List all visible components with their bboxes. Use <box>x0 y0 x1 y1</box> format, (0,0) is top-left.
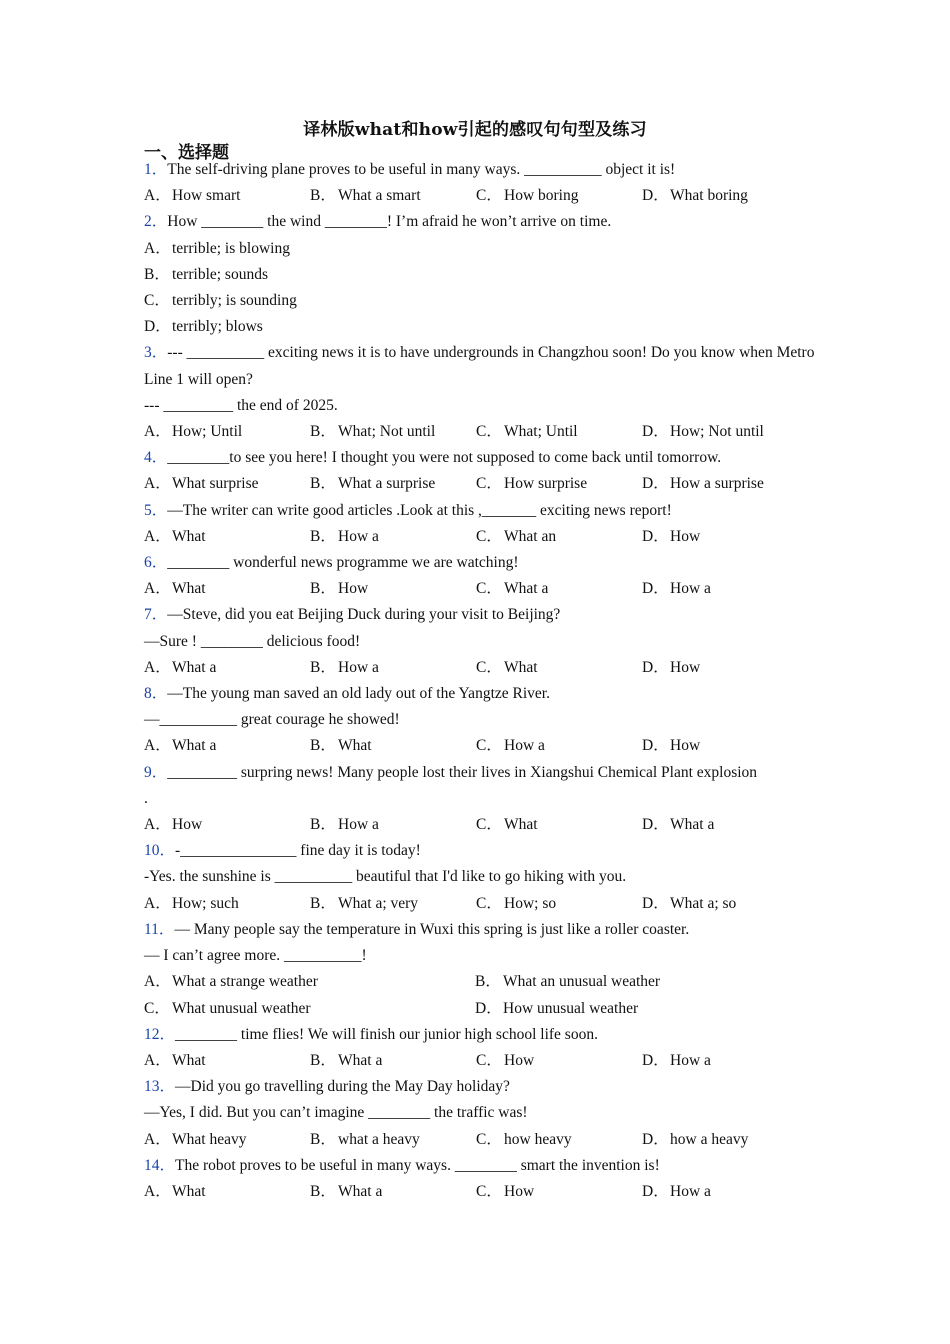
option-letter: B． <box>310 423 336 441</box>
option-text: How <box>504 1051 535 1069</box>
question-text: --- _________ the end of 2025. <box>144 396 338 414</box>
question-stem <box>144 1022 824 1048</box>
answer-option[interactable] <box>144 576 310 602</box>
option-text: How unusual weather <box>503 999 639 1017</box>
question-stem <box>144 550 824 576</box>
option-text: What; Until <box>504 423 578 441</box>
question-stem <box>144 445 824 471</box>
question-item <box>144 340 824 445</box>
question-stem-continuation <box>144 864 824 890</box>
answer-option[interactable] <box>310 471 476 497</box>
question-text: -Yes. the sunshine is __________ beautiful that I'd like to go hiking with you. <box>144 868 627 886</box>
answer-option[interactable] <box>310 1048 476 1074</box>
options-row <box>144 576 824 602</box>
option-letter: A． <box>144 423 171 441</box>
option-letter: A． <box>144 580 171 598</box>
option-letter: A． <box>144 1182 171 1200</box>
option-text: How <box>670 737 701 755</box>
question-item <box>144 681 824 760</box>
question-text: ________ time flies! We will finish our junior high school life soon. <box>175 1025 598 1043</box>
question-item <box>144 602 824 681</box>
question-stem-continuation <box>144 393 824 419</box>
answer-option[interactable] <box>144 969 475 995</box>
question-number: 14． <box>144 1156 176 1174</box>
option-letter: B． <box>310 816 336 834</box>
option-letter: C． <box>476 423 502 441</box>
option-text: What a; very <box>338 894 419 912</box>
option-text: How <box>670 658 701 676</box>
question-text: . <box>144 789 148 807</box>
options-row <box>144 733 824 759</box>
option-letter: A． <box>144 475 171 493</box>
options-row <box>144 236 824 262</box>
option-letter: C． <box>476 658 502 676</box>
question-number: 4． <box>144 449 168 467</box>
question-stem <box>144 917 824 943</box>
option-text: What a <box>338 1182 383 1200</box>
option-letter: A． <box>144 816 171 834</box>
options-row <box>144 262 824 288</box>
answer-option[interactable] <box>642 524 808 550</box>
question-stem <box>144 838 824 864</box>
option-letter: A． <box>144 658 171 676</box>
question-item <box>144 760 824 839</box>
question-item <box>144 1074 824 1153</box>
answer-option[interactable] <box>144 314 824 340</box>
question-stem-continuation <box>144 943 824 969</box>
option-text: How; Not until <box>670 423 764 441</box>
option-letter: B． <box>310 580 336 598</box>
question-text: _________ surpring news! Many people lost their lives in Xiangshui Chemical Plant explosion <box>167 763 758 781</box>
option-text: How; such <box>172 894 239 912</box>
options-row <box>144 812 824 838</box>
option-text: What an unusual weather <box>503 973 661 991</box>
answer-option[interactable] <box>144 236 824 262</box>
options-row <box>144 996 824 1022</box>
question-stem <box>144 1153 824 1179</box>
option-letter: B． <box>310 658 336 676</box>
question-number: 7． <box>144 606 168 624</box>
option-letter: D． <box>642 423 669 441</box>
option-letter: A． <box>144 1130 171 1148</box>
options-row <box>144 419 824 445</box>
option-letter: D． <box>642 816 669 834</box>
options-row <box>144 471 824 497</box>
option-letter: D． <box>642 737 669 755</box>
answer-option[interactable] <box>642 419 808 445</box>
option-letter: D． <box>642 475 669 493</box>
answer-option[interactable] <box>144 812 310 838</box>
question-text: —Yes, I did. But you can’t imagine ________ the traffic was! <box>144 1104 528 1122</box>
question-stem-continuation <box>144 629 824 655</box>
option-letter: B． <box>475 973 501 991</box>
question-text: —Did you go travelling during the May Day holiday? <box>175 1078 510 1096</box>
answer-option[interactable] <box>144 1179 310 1205</box>
answer-option[interactable] <box>144 996 475 1022</box>
answer-option[interactable] <box>144 419 310 445</box>
question-item <box>144 498 824 550</box>
worksheet-title: 译林版what和how引起的感叹句句型及练习 <box>303 120 647 140</box>
option-text: What <box>504 658 538 676</box>
options-row <box>144 969 824 995</box>
option-text: How a <box>670 580 711 598</box>
option-letter: C． <box>476 580 502 598</box>
option-letter: B． <box>310 737 336 755</box>
option-letter: A． <box>144 737 171 755</box>
answer-option[interactable] <box>476 1179 642 1205</box>
answer-option[interactable] <box>642 1127 808 1153</box>
answer-option[interactable] <box>476 524 642 550</box>
answer-option[interactable] <box>310 812 476 838</box>
options-row <box>144 1048 824 1074</box>
option-text: What <box>172 1051 206 1069</box>
option-text: How a surprise <box>670 475 764 493</box>
option-letter: D． <box>642 187 669 205</box>
answer-option[interactable] <box>476 1048 642 1074</box>
options-row <box>144 1127 824 1153</box>
option-text: What boring <box>670 187 748 205</box>
options-row <box>144 314 824 340</box>
question-stem-continuation <box>144 707 824 733</box>
option-letter: B． <box>310 527 336 545</box>
option-text: What <box>172 1182 206 1200</box>
answer-option[interactable] <box>310 733 476 759</box>
question-number: 5． <box>144 501 168 519</box>
options-row <box>144 891 824 917</box>
answer-option[interactable] <box>310 419 476 445</box>
question-number: 11． <box>144 920 175 938</box>
option-text: What a <box>670 816 715 834</box>
option-text: What a <box>172 737 217 755</box>
option-letter: A． <box>144 1051 171 1069</box>
question-number: 3． <box>144 344 168 362</box>
option-letter: D． <box>642 527 669 545</box>
option-text: How a <box>504 737 545 755</box>
answer-option[interactable] <box>144 1048 310 1074</box>
option-text: What <box>172 527 206 545</box>
question-text: —__________ great courage he showed! <box>144 711 400 729</box>
answer-option[interactable] <box>642 891 808 917</box>
options-row <box>144 1179 824 1205</box>
option-text: What heavy <box>172 1130 247 1148</box>
question-stem-continuation <box>144 1100 824 1126</box>
option-letter: D． <box>642 1182 669 1200</box>
question-text: —The writer can write good articles .Look at this ,_______ exciting news report! <box>167 501 672 519</box>
section-heading: 一、选择题 <box>144 143 229 163</box>
option-text: How a <box>338 527 379 545</box>
answer-option[interactable] <box>642 576 808 602</box>
answer-option[interactable] <box>642 471 808 497</box>
option-text: How <box>338 580 369 598</box>
options-row <box>144 288 824 314</box>
question-number: 13． <box>144 1078 176 1096</box>
option-letter: B． <box>310 187 336 205</box>
option-text: What <box>338 737 372 755</box>
option-text: terribly; is sounding <box>172 292 297 310</box>
answer-option[interactable] <box>642 733 808 759</box>
answer-option[interactable] <box>310 524 476 550</box>
answer-option[interactable] <box>144 733 310 759</box>
option-text: How a <box>338 658 379 676</box>
option-text: How a <box>670 1051 711 1069</box>
question-stem <box>144 760 824 786</box>
answer-option[interactable] <box>144 183 310 209</box>
option-text: How surprise <box>504 475 588 493</box>
option-text: How smart <box>172 187 241 205</box>
question-text: The robot proves to be useful in many ways. ________ smart the invention is! <box>175 1156 660 1174</box>
option-text: What; Not until <box>338 423 436 441</box>
answer-option[interactable] <box>476 812 642 838</box>
option-letter: D． <box>144 318 171 336</box>
question-item <box>144 550 824 602</box>
question-number: 12． <box>144 1025 176 1043</box>
question-item <box>144 209 824 340</box>
option-text: What a <box>172 658 217 676</box>
answer-option[interactable] <box>144 891 310 917</box>
question-stem <box>144 340 824 392</box>
option-text: What <box>504 816 538 834</box>
option-letter: A． <box>144 894 171 912</box>
option-text: How; so <box>504 894 557 912</box>
answer-option[interactable] <box>144 262 824 288</box>
option-text: How <box>504 1182 535 1200</box>
question-stem <box>144 498 824 524</box>
option-letter: C． <box>476 1130 502 1148</box>
option-letter: A． <box>144 973 171 991</box>
question-text: -_______________ fine day it is today! <box>175 842 421 860</box>
option-text: What a <box>338 1051 383 1069</box>
answer-option[interactable] <box>144 471 310 497</box>
answer-option[interactable] <box>144 1127 310 1153</box>
option-letter: B． <box>310 475 336 493</box>
option-text: What a smart <box>338 187 421 205</box>
question-number: 6． <box>144 554 168 572</box>
option-text: How <box>172 816 203 834</box>
option-text: terrible; sounds <box>172 265 268 283</box>
answer-option[interactable] <box>476 891 642 917</box>
answer-option[interactable] <box>475 969 806 995</box>
answer-option[interactable] <box>476 419 642 445</box>
question-text: — Many people say the temperature in Wuxi this spring is just like a roller coaster. <box>174 920 690 938</box>
answer-option[interactable] <box>475 996 806 1022</box>
option-letter: C． <box>144 292 170 310</box>
option-letter: B． <box>310 1130 336 1148</box>
answer-option[interactable] <box>642 183 808 209</box>
answer-option[interactable] <box>310 1179 476 1205</box>
option-text: What a <box>504 580 549 598</box>
option-text: terrible; is blowing <box>172 239 290 257</box>
option-text: How boring <box>504 187 579 205</box>
option-letter: C． <box>476 1051 502 1069</box>
option-letter: B． <box>144 265 170 283</box>
question-text: --- __________ exciting news it is to have undergrounds in Changzhou soon! Do you know when Metro Line 1 will open? <box>144 344 815 388</box>
answer-option[interactable] <box>310 183 476 209</box>
answer-option[interactable] <box>476 655 642 681</box>
answer-option[interactable] <box>476 733 642 759</box>
option-letter: C． <box>476 1182 502 1200</box>
option-letter: D． <box>642 658 669 676</box>
option-text: terribly; blows <box>172 318 263 336</box>
question-stem <box>144 209 824 235</box>
option-letter: D． <box>475 999 502 1017</box>
answer-option[interactable] <box>476 183 642 209</box>
option-letter: C． <box>476 816 502 834</box>
option-letter: C． <box>476 187 502 205</box>
question-number: 2． <box>144 213 168 231</box>
options-row <box>144 655 824 681</box>
option-letter: C． <box>144 999 170 1017</box>
question-stem <box>144 602 824 628</box>
option-letter: D． <box>642 580 669 598</box>
option-text: how heavy <box>504 1130 572 1148</box>
option-letter: A． <box>144 239 171 257</box>
option-letter: A． <box>144 527 171 545</box>
question-item <box>144 917 824 1022</box>
option-text: How <box>670 527 701 545</box>
question-text: ________ wonderful news programme we are watching! <box>167 554 519 572</box>
question-text: ________to see you here! I thought you were not supposed to come back until tomorrow. <box>167 449 722 467</box>
option-text: What unusual weather <box>172 999 311 1017</box>
question-item <box>144 157 824 209</box>
option-letter: D． <box>642 1051 669 1069</box>
answer-option[interactable] <box>476 1127 642 1153</box>
option-letter: D． <box>642 1130 669 1148</box>
option-text: What <box>172 580 206 598</box>
option-letter: B． <box>310 1051 336 1069</box>
option-text: What an <box>504 527 557 545</box>
question-text: —Sure ! ________ delicious food! <box>144 632 361 650</box>
question-stem <box>144 157 824 183</box>
options-row <box>144 183 824 209</box>
option-letter: C． <box>476 475 502 493</box>
option-text: What a; so <box>670 894 737 912</box>
question-number: 8． <box>144 685 168 703</box>
option-letter: B． <box>310 1182 336 1200</box>
answer-option[interactable] <box>144 524 310 550</box>
question-number: 1． <box>144 161 168 178</box>
question-text: —Steve, did you eat Beijing Duck during your visit to Beijing? <box>167 606 561 624</box>
option-letter: D． <box>642 894 669 912</box>
question-item <box>144 838 824 917</box>
options-row <box>144 524 824 550</box>
question-stem <box>144 1074 824 1100</box>
question-text: — I can’t agree more. __________! <box>144 947 367 965</box>
option-text: how a heavy <box>670 1130 749 1148</box>
option-letter: C． <box>476 527 502 545</box>
answer-option[interactable] <box>642 1179 808 1205</box>
answer-option[interactable] <box>144 288 824 314</box>
answer-option[interactable] <box>310 655 476 681</box>
option-letter: C． <box>476 894 502 912</box>
question-number: 9． <box>144 763 168 781</box>
option-text: What a strange weather <box>172 973 318 991</box>
option-text: What surprise <box>172 475 259 493</box>
answer-option[interactable] <box>310 891 476 917</box>
option-letter: A． <box>144 187 171 205</box>
option-text: What a surprise <box>338 475 436 493</box>
answer-option[interactable] <box>310 576 476 602</box>
question-text: —The young man saved an old lady out of the Yangtze River. <box>167 685 550 703</box>
option-letter: B． <box>310 894 336 912</box>
question-stem-continuation <box>144 786 824 812</box>
question-item <box>144 1153 824 1205</box>
question-number: 10． <box>144 842 176 860</box>
question-item <box>144 445 824 497</box>
option-text: what a heavy <box>338 1130 420 1148</box>
answer-option[interactable] <box>144 655 310 681</box>
answer-option[interactable] <box>476 471 642 497</box>
answer-option[interactable] <box>642 655 808 681</box>
answer-option[interactable] <box>310 1127 476 1153</box>
option-letter: C． <box>476 737 502 755</box>
option-text: How; Until <box>172 423 243 441</box>
option-text: How a <box>338 816 379 834</box>
question-stem <box>144 681 824 707</box>
question-text: How ________ the wind ________! I’m afraid he won’t arrive on time. <box>167 213 612 231</box>
option-text: How a <box>670 1182 711 1200</box>
question-item <box>144 1022 824 1074</box>
answer-option[interactable] <box>642 1048 808 1074</box>
answer-option[interactable] <box>642 812 808 838</box>
answer-option[interactable] <box>476 576 642 602</box>
question-text: The self-driving plane proves to be useful in many ways. __________ object it is! <box>167 161 676 178</box>
question-list <box>144 157 824 1205</box>
